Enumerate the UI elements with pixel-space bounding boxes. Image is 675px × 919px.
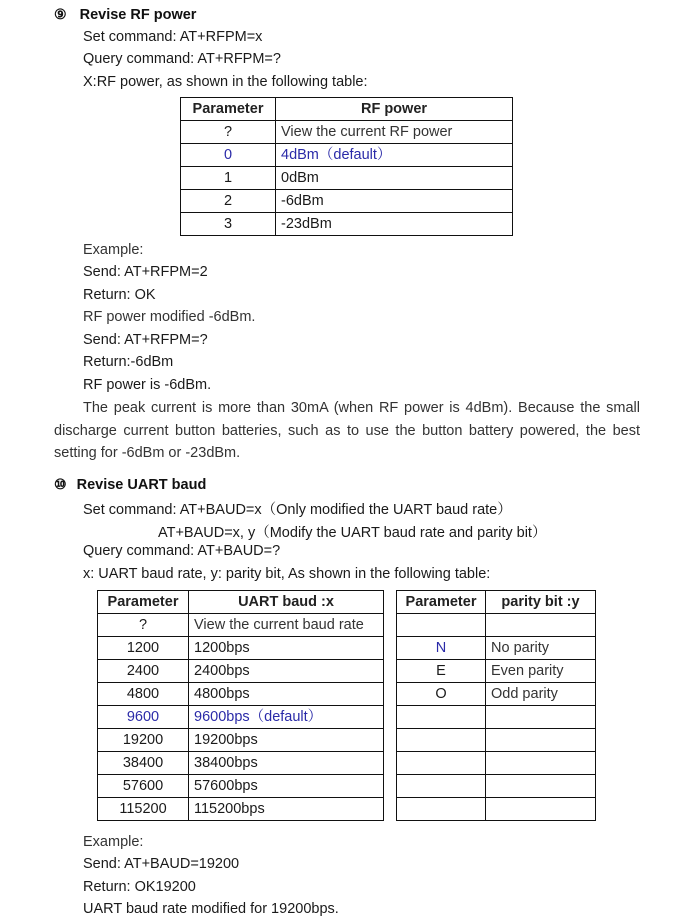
baud-param-cell: 57600 [98, 775, 189, 798]
column-gap [384, 637, 397, 660]
parity-param-cell [397, 752, 486, 775]
column-gap [384, 752, 397, 775]
baud-param-cell: ? [98, 614, 189, 637]
baud-value-cell: 38400bps [189, 752, 384, 775]
parity-value-cell: Even parity [486, 660, 596, 683]
column-gap [384, 729, 397, 752]
baud-query-command: Query command: AT+BAUD=? [83, 543, 281, 559]
baud-value-cell: 4800bps [189, 683, 384, 706]
baud-value-cell: 9600bps（default） [189, 706, 384, 729]
baud-value-cell: 19200bps [189, 729, 384, 752]
table-header-row [98, 591, 596, 614]
baud-set-command-2: AT+BAUD=x, y（Modify the UART baud rate and parity bit） [158, 525, 547, 541]
parity-param-cell [397, 798, 486, 821]
rfpm-example-line: RF power is -6dBm. [83, 377, 212, 393]
section-9-heading [54, 6, 196, 23]
table-row [98, 752, 596, 775]
column-gap [384, 798, 397, 821]
baud-param-cell: 115200 [98, 798, 189, 821]
table-row [98, 798, 596, 821]
parity-value-cell [486, 775, 596, 798]
param-cell: 1 [181, 167, 276, 190]
param-cell: ? [181, 121, 276, 144]
parity-value-cell [486, 729, 596, 752]
param-cell: 3 [181, 213, 276, 236]
column-gap [384, 614, 397, 637]
col-header-uart-baud: UART baud :x [189, 591, 384, 614]
col-header-parameter: Parameter [181, 98, 276, 121]
parity-value-cell: Odd parity [486, 683, 596, 706]
rf-power-note-text: The peak current is more than 30mA (when RF power is 4dBm). Because the small discharge current button batteries, such as to use the button battery powered, the best setting for -6dBm or -23dBm. [54, 400, 640, 461]
value-cell: View the current RF power [276, 121, 513, 144]
table-row [98, 660, 596, 683]
baud-param-cell: 2400 [98, 660, 189, 683]
parity-value-cell [486, 706, 596, 729]
baud-value-cell: 1200bps [189, 637, 384, 660]
rfpm-example-label: Example: [83, 242, 144, 258]
section-number-9: ⑨ [54, 6, 67, 22]
baud-example-line: Send: AT+BAUD=19200 [83, 856, 240, 872]
column-gap [384, 775, 397, 798]
table-row [181, 190, 513, 213]
table-row-default [98, 706, 596, 729]
baud-param-cell: 9600 [98, 706, 189, 729]
value-cell: -6dBm [276, 190, 513, 213]
value-cell: -23dBm [276, 213, 513, 236]
rfpm-query-command: Query command: AT+RFPM=? [83, 51, 281, 67]
parity-param-cell [397, 729, 486, 752]
parity-param-cell: O [397, 683, 486, 706]
section-10-title: Revise UART baud [76, 477, 207, 493]
parity-param-cell: N [397, 637, 486, 660]
table-row [181, 213, 513, 236]
section-9-title: Revise RF power [79, 7, 197, 23]
baud-example-label: Example: [83, 834, 144, 850]
column-gap [384, 591, 397, 614]
col-header-parameter: Parameter [98, 591, 189, 614]
rfpm-set-command: Set command: AT+RFPM=x [83, 29, 263, 45]
baud-value-cell: 2400bps [189, 660, 384, 683]
baud-param-cell: 38400 [98, 752, 189, 775]
parity-param-cell: E [397, 660, 486, 683]
table-row [98, 729, 596, 752]
parity-value-cell [486, 614, 596, 637]
parity-value-cell [486, 752, 596, 775]
col-header-parity-bit: parity bit :y [486, 591, 596, 614]
col-header-parity-parameter: Parameter [397, 591, 486, 614]
parity-param-cell [397, 706, 486, 729]
table-row [181, 167, 513, 190]
rf-power-note [54, 397, 640, 465]
param-cell: 0 [181, 144, 276, 167]
parity-value-cell [486, 798, 596, 821]
value-cell: 0dBm [276, 167, 513, 190]
uart-baud-table [97, 590, 596, 821]
table-row [98, 683, 596, 706]
baud-table-intro: x: UART baud rate, y: parity bit, As shown in the following table: [83, 566, 491, 582]
baud-example-line: Return: OK19200 [83, 879, 196, 895]
baud-value-cell: View the current baud rate [189, 614, 384, 637]
parity-param-cell [397, 775, 486, 798]
column-gap [384, 683, 397, 706]
parity-value-cell: No parity [486, 637, 596, 660]
table-row [98, 775, 596, 798]
parity-param-cell [397, 614, 486, 637]
baud-param-cell: 1200 [98, 637, 189, 660]
baud-value-cell: 115200bps [189, 798, 384, 821]
rfpm-example-line: Return: OK [83, 287, 156, 303]
baud-param-cell: 19200 [98, 729, 189, 752]
rfpm-example-line: Send: AT+RFPM=2 [83, 264, 208, 280]
baud-example-line: UART baud rate modified for 19200bps. [83, 901, 339, 917]
table-header-row [181, 98, 513, 121]
rfpm-example-line: Return:-6dBm [83, 354, 174, 370]
section-number-10: ⑩ [54, 476, 67, 492]
param-cell: 2 [181, 190, 276, 213]
table-row [181, 121, 513, 144]
rfpm-example-line: Send: AT+RFPM=? [83, 332, 208, 348]
baud-set-command: Set command: AT+BAUD=x（Only modified the UART baud rate） [83, 502, 512, 518]
baud-param-cell: 4800 [98, 683, 189, 706]
rf-power-table [180, 97, 513, 236]
column-gap [384, 660, 397, 683]
section-10-heading [54, 476, 206, 493]
table-row-default [181, 144, 513, 167]
col-header-rf-power: RF power [276, 98, 513, 121]
rfpm-example-line: RF power modified -6dBm. [83, 309, 256, 325]
table-row [98, 637, 596, 660]
rfpm-table-intro: X:RF power, as shown in the following table: [83, 74, 368, 90]
baud-value-cell: 57600bps [189, 775, 384, 798]
column-gap [384, 706, 397, 729]
table-row [98, 614, 596, 637]
value-cell: 4dBm（default） [276, 144, 513, 167]
